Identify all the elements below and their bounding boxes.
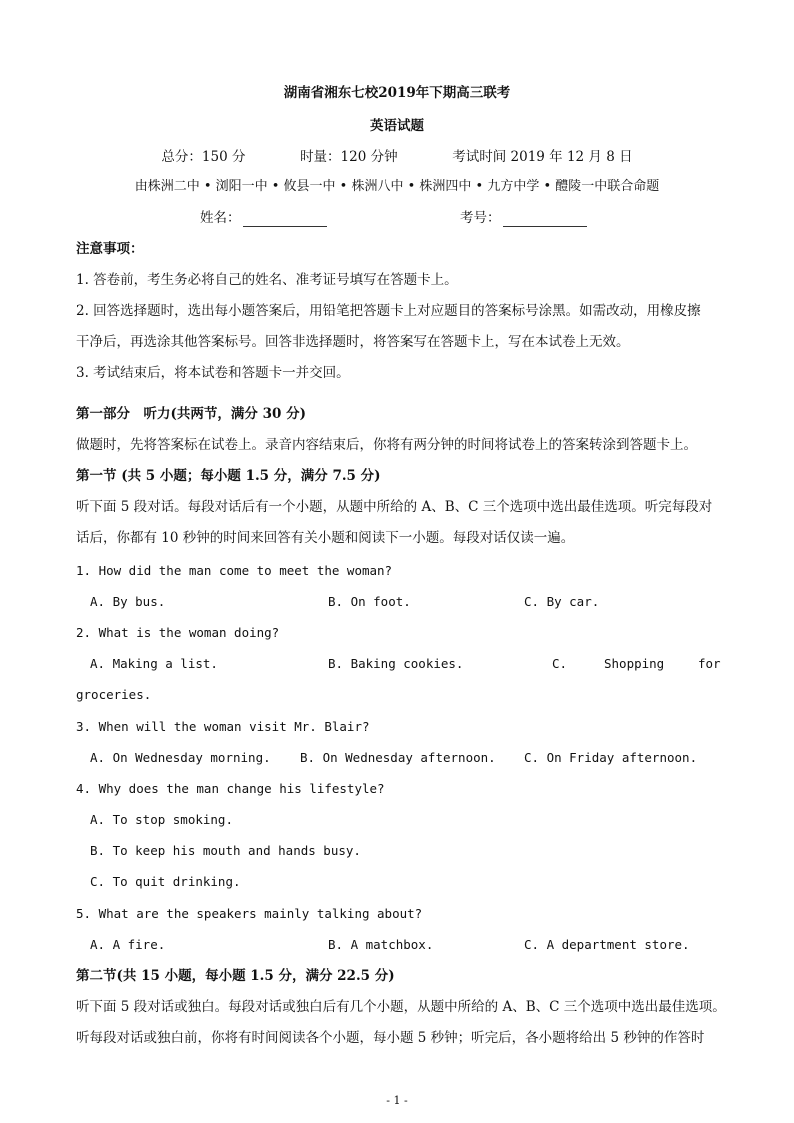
option-b: B. To keep his mouth and hands busy. — [90, 843, 361, 858]
option-c-letter: C. — [552, 656, 568, 671]
name-label: 姓名： — [200, 210, 241, 226]
option-c: C. A department store. — [524, 937, 690, 952]
option-a: A. A fire. — [90, 937, 166, 952]
option-c-continuation: groceries. — [76, 687, 152, 702]
notice-item: 2. 回答选择题时，选出每小题答案后，用铅笔把答题卡上对应题目的答案标号涂黑。如需改动，用橡皮擦 — [76, 303, 701, 319]
name-blank[interactable] — [243, 212, 327, 227]
section2-intro: 听下面 5 段对话或独白。每段对话或独白后有几个小题，从题中所给的 A、B、C 三个选项中选出最佳选项。 — [76, 999, 726, 1015]
question-stem: 3. When will the woman visit Mr. Blair? — [76, 719, 370, 734]
part1-intro: 做题时，先将答案标在试卷上。录音内容结束后，你将有两分钟的时间将试卷上的答案转涂到答题卡上。 — [76, 437, 697, 453]
question-stem: 4. Why does the man change his lifestyle? — [76, 781, 385, 796]
page-number: - 1 - — [386, 1094, 408, 1107]
section2-heading: 第二节(共 15 小题，每小题 1.5 分，满分 22.5 分) — [76, 968, 395, 984]
section2-intro: 听每段对话或独白前，你将有时间阅读各个小题，每小题 5 秒钟；听完后，各小题将给出 5 秒钟的作答时 — [76, 1030, 705, 1046]
option-c: C. To quit drinking. — [90, 874, 241, 889]
option-b: B. A matchbox. — [328, 937, 434, 952]
question-stem: 5. What are the speakers mainly talking about? — [76, 906, 423, 921]
section1-intro: 话后，你都有 10 秒钟的时间来回答有关小题和阅读下一小题。每段对话仅读一遍。 — [76, 530, 575, 546]
option-c: C. On Friday afternoon. — [524, 750, 698, 765]
notice-item: 1. 答卷前，考生务必将自己的姓名、准考证号填写在答题卡上。 — [76, 272, 458, 288]
option-c-word: for — [698, 656, 721, 671]
exam-date: 考试时间 2019 年 12 月 8 日 — [452, 149, 633, 165]
name-field — [200, 209, 400, 227]
option-c: C. By car. — [524, 594, 600, 609]
notice-item: 干净后，再选涂其他答案标号。回答非选择题时，将答案写在答题卡上，写在本试卷上无效。 — [76, 334, 630, 350]
question-stem: 2. What is the woman doing? — [76, 625, 280, 640]
notice-item: 3. 考试结束后，将本试卷和答题卡一并交回。 — [76, 365, 350, 381]
exam-subject: 英语试题 — [370, 118, 424, 134]
option-b: B. On Wednesday afternoon. — [300, 750, 496, 765]
option-b: B. Baking cookies. — [328, 656, 464, 671]
exam-no-field — [460, 209, 660, 227]
part1-heading: 第一部分 听力(共两节，满分 30 分) — [76, 406, 306, 422]
notice-heading: 注意事项： — [76, 241, 144, 257]
exam-title: 湖南省湘东七校2019年下期高三联考 — [283, 85, 511, 101]
time-limit: 时量：120 分钟 — [300, 149, 398, 165]
exam-no-label: 考号： — [460, 210, 501, 226]
section1-heading: 第一节 (共 5 小题；每小题 1.5 分，满分 7.5 分) — [76, 468, 381, 484]
question-stem: 1. How did the man come to meet the woman? — [76, 563, 393, 578]
total-score: 总分：150 分 — [161, 149, 246, 165]
option-a: A. To stop smoking. — [90, 812, 233, 827]
section1-intro: 听下面 5 段对话。每段对话后有一个小题，从题中所给的 A、B、C 三个选项中选出最佳选项。听完每段对 — [76, 499, 713, 515]
exam-info — [0, 148, 794, 166]
option-a: A. By bus. — [90, 594, 166, 609]
exam-no-blank[interactable] — [503, 212, 587, 227]
option-a: A. On Wednesday morning. — [90, 750, 271, 765]
option-a: A. Making a list. — [90, 656, 218, 671]
option-b: B. On foot. — [328, 594, 411, 609]
schools-line: 由株洲二中 • 浏阳一中 • 攸县一中 • 株洲八中 • 株洲四中 • 九方中学 • 醴陵一中联合命题 — [134, 179, 660, 194]
option-c-word: Shopping — [604, 656, 665, 671]
